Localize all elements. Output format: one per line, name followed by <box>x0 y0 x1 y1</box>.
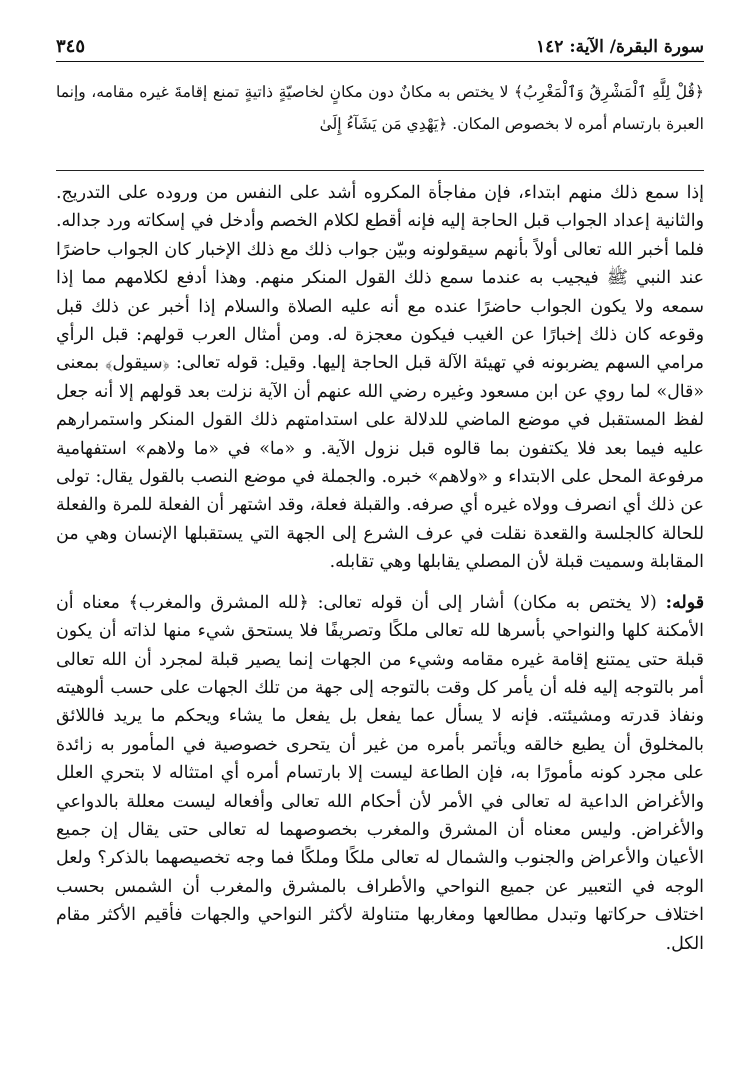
quran-verse: ﴿قُلْ لِلَّهِ ٱلْمَشْرِقُ وَٱلْمَغْرِبُ﴾ <box>513 83 704 101</box>
surah-title: سورة البقرة/ الآية: ١٤٢ <box>536 37 704 57</box>
running-head <box>56 36 704 62</box>
matn-text <box>56 76 704 140</box>
commentary-paragraph-1: إذا سمع ذلك منهم ابتداء، فإن مفاجأة المكروه أشد على النفس من وروده على التدريج. والثانية إعداد الجواب قبل الحاجة إليه فإنه أقطع لكلام الخصم وأدخل في إسكاته ورد جداله. فلما أخبر الله تعالى أولاً بأنهم سيقولونه وبيّن جواب ذلك مع ذلك الإخبار كان الجواب حاضرًا عند النبي ﷺ فيجيب به عندما سمع ذلك القول المنكر منهم. وهذا أدفع لكلامهم مما إذا سمعه ولا يكون الجواب حاضرًا عنده مع أنه عليه الصلاة والسلام إذا أخبر عن ذلك قبل وقوعه كان ذلك إخبارًا عن الغيب فيكون معجزة له. ومن أمثال العرب قولهم: قبل الرأي مرامي السهم يضربونه في تهيئة الآلة قبل الحاجة إليها. وقيل: قوله تعالى: ﴿سيقول﴾ بمعنى «قال» لما روي عن ابن مسعود وغيره رضي الله عنهم أن الآية نزلت بعد قولهم إلا أنه جعل لفظ المستقبل في موضع الماضي للدلالة على استدامتهم ذلك القول المنكر واستمرارهم عليه فيما بعد فلا يكتفون بما قالوه قبل نزول الآية. و «ما» في «ما ولاهم» استفهامية مرفوعة المحل على الابتداء و «ولاهم» خبره. والجملة في موضع النصب بالقول يقال: تولى عن ذلك أي انصرف وولاه غيره أي صرفه. والقبلة فعلة، وقد اشتهر أن الفعلة للمرة والفعلة للحالة كالجلسة والقعدة نقلت في عرف الشرع إلى الجهة التي يستقبلها الإنسان وهي من المقابلة وسميت قبلة لأن المصلي يقابلها وهي تقابله. <box>56 183 704 573</box>
quran-verse-continuation: ﴿يَهْدِي مَن يَشَآءُ إِلَىٰ <box>319 115 448 133</box>
paragraph-lead-word: قوله: <box>665 592 705 613</box>
paragraph-2-text: (لا يختص به مكان) أشار إلى أن قوله تعالى: ﴿لله المشرق والمغرب﴾ معناه أن الأمكنة كلها والنواحي بأسرها لله تعالى ملكًا وتصريفًا فلا يستحق شيء منها لذاته أن يكون قبلة حتى يمتنع إقامة غيره مقامه وشيء من الجهات إنما يصير قبلة لمجرد أن الله تعالى أمر بالتوجه إليه فله أن يأمر كل وقت بالتوجه إلى جهة من تلك الجهات على حسب ألوهيته ونفاذ قدرته ومشيئته. فإنه لا يسأل عما يفعل بل يفعل ما يشاء ويحكم ما يريد فاللائق بالمخلوق أن يطيع خالقه ويأتمر بأمره من غير أن يتحرى خصوصية في المأمور به زائدة على مجرد كونه مأمورًا به، فإن الطاعة ليست إلا بارتسام أمره أي امتثاله لا بتحري العلل والأغراض الداعية له تعالى في الأمر لأن أحكام الله تعالى وأفعاله ليست معللة بالدواعي والأغراض. وليس معناه أن المشرق والمغرب بخصوصهما له تعالى حتى يقال إن جميع الأعيان والأعراض والجنوب والشمال له تعالى ملكًا وملكًا فما وجه تخصيصهما بالذكر؟ ولعل الوجه في التعبير عن جميع النواحي والأطراف بالمشرق والمغرب أن الشمس بحسب اختلاف حركاتها وتبدل مطالعها ومغاربها متناولة لأكثر النواحي والجهات فأقيم الأكثر مقام الكل. <box>56 592 704 954</box>
document-page <box>56 36 704 958</box>
section-divider <box>56 170 704 171</box>
commentary-body <box>56 179 704 958</box>
matn-commentary: لا يختص به مكانٌ دون مكانٍ لخاصيّةٍ ذاتيةٍ تمنع إقامةَ غيره مقامه، وإنما العبرة بارتسام أمره لا بخصوص المكان. <box>56 83 704 133</box>
commentary-paragraph-2 <box>56 589 704 958</box>
page-number: ٣٤٥ <box>56 36 86 57</box>
